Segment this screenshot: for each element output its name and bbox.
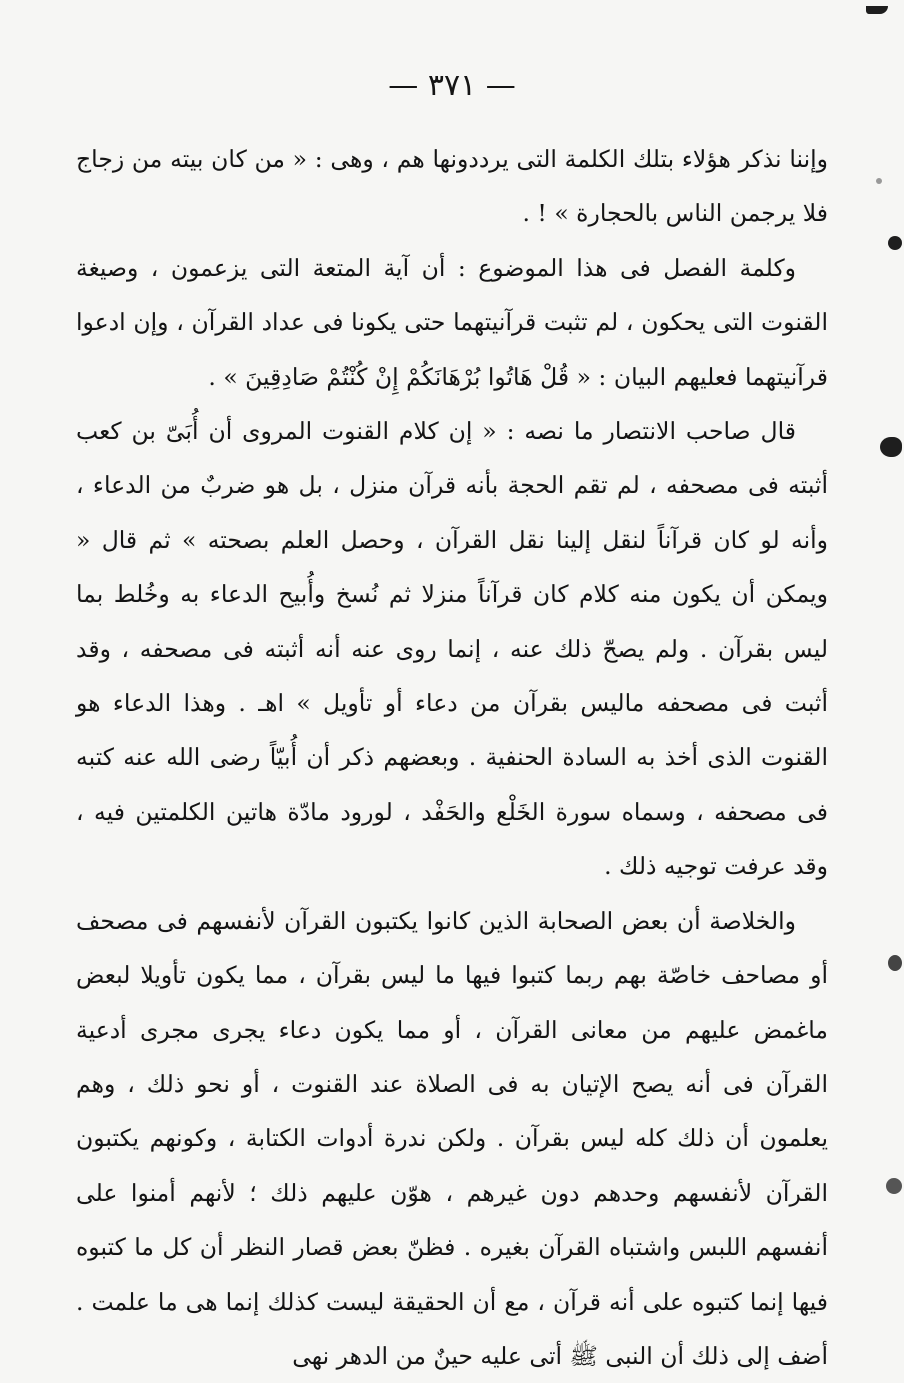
page-number: — ٣٧١ —: [388, 68, 516, 103]
ink-blot: [880, 437, 902, 457]
paragraph-conclusion: والخلاصة أن بعض الصحابة الذين كانوا يكتبون القرآن لأنفسهم فى مصحف أو مصاحف خاصّة بهم ربما كتبوا فيها ما ليس بقرآن ، مما يكون تأويلا لبعض ماغمض عليهم من معانى القرآن ، أو مما يكون دعاء يجرى مجرى أدعية القرآن فى أنه يصح الإتيان به فى الصلاة عند القنوت ، أو نحو ذلك ، وهم يعلمون أن ذلك كله ليس بقرآن . ولكن ندرة أدوات الكتابة ، وكونهم يكتبون القرآن لأنفسهم وحدهم دون غيرهم ، هوّن عليهم ذلك ؛ لأنهم أمنوا على أنفسهم اللبس واشتباه القرآن بغيره . فظنّ بعض قصار النظر أن كل ما كتبوه فيها إنما كتبوه على أنه قرآن ، مع أن الحقيقة ليست كذلك إنما هى ما علمت . أضف إلى ذلك أن النبى ﷺ أتى عليه حينٌ من الدهر نهى: [76, 906, 828, 1370]
paragraph-glass-house-proverb: وإننا نذكر هؤلاء بتلك الكلمة التى يرددونها هم ، وهى : « من كان بيته من زجاج فلا يرجمن الناس بالحجارة » ! .: [76, 145, 828, 228]
scan-speck: [876, 178, 882, 184]
ink-blot: [888, 236, 902, 250]
paragraph-intisar-quote: قال صاحب الانتصار ما نصه : « إن كلام القنوت المروى أن أُبَىّ بن كعب أثبته فى مصحفه ، لم تقم الحجة بأنه قرآن منزل ، بل هو ضربٌ من الدعاء ، وأنه لو كان قرآناً لنقل إلينا نقل القرآن ، وحصل العلم بصحته » ثم قال « ويمكن أن يكون منه كلام كان قرآناً منزلا ثم نُسخ وأُبيح الدعاء به وخُلط بما ليس بقرآن . ولم يصحّ ذلك عنه ، إنما روى عنه أنه أثبته فى مصحفه ، وقد أثبت فى مصحفه ماليس بقرآن من دعاء أو تأويل » اهـ . وهذا الدعاء هو القنوت الذى أخذ به السادة الحنفية . وبعضهم ذكر أن أُبيّاً رضى الله عنه كتبه فى مصحفه ، وسماه سورة الخَلْع والحَفْد ، لورود مادّة هاتين الكلمتين فيه ، وقد عرفت توجيه ذلك .: [76, 417, 828, 881]
body-text: [76, 132, 828, 1383]
ink-blot: [888, 955, 902, 971]
scan-edge-mark: [866, 6, 888, 14]
ink-blot: [886, 1178, 902, 1194]
paragraph-decisive-word: وكلمة الفصل فى هذا الموضوع : أن آية المتعة التى يزعمون ، وصيغة القنوت التى يحكون ، لم تثبت قرآنيتهما حتى يكونا فى عداد القرآن ، وإن ادعوا قرآنيتهما فعليهم البيان : « قُلْ هَاتُوا بُرْهَانَكُمْ إِنْ كُنْتُمْ صَادِقِينَ » .: [76, 253, 828, 391]
